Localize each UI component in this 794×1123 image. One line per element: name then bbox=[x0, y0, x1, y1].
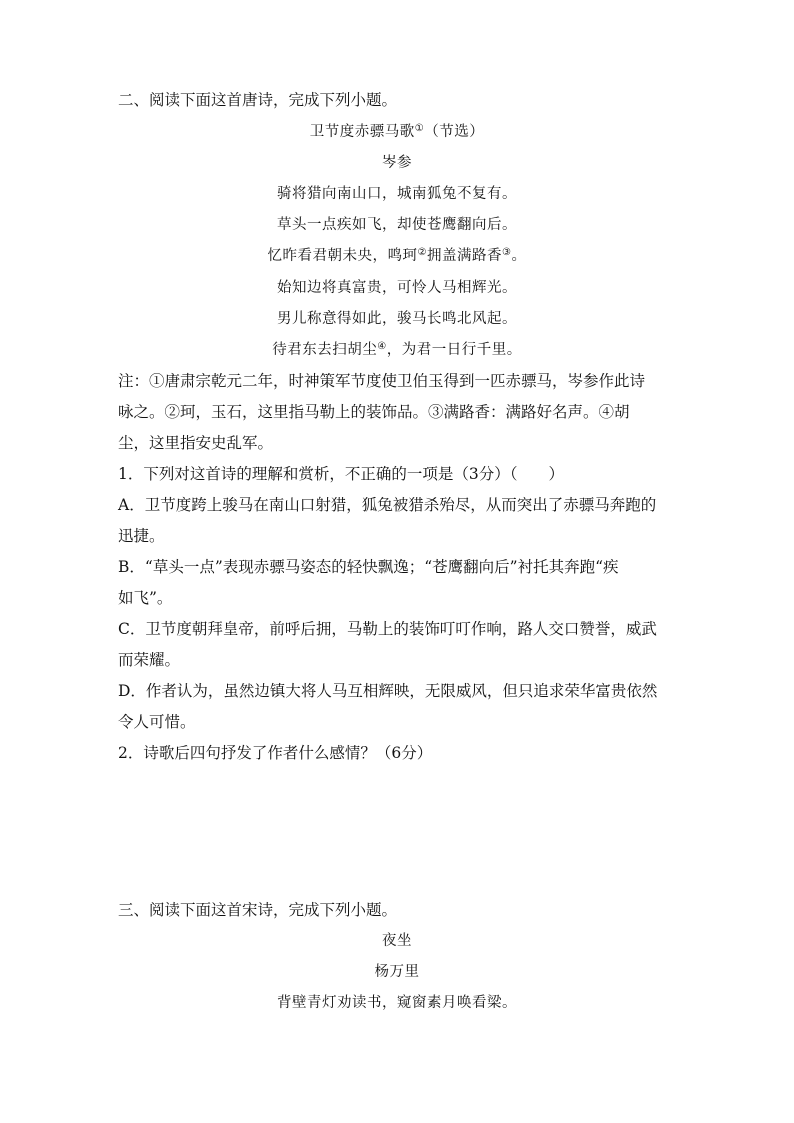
footnote-marker: ① bbox=[414, 123, 425, 134]
poem-line: 待君东去扫胡尘④，为君一日行千里。 bbox=[272, 341, 522, 358]
option-a-cont: 迅捷。 bbox=[118, 527, 165, 545]
poem-line: 男儿称意得如此，骏马长鸣北风起。 bbox=[277, 311, 517, 327]
question-1-stem: 1．下列对这首诗的理解和赏析，不正确的一项是（3分）（ ） bbox=[118, 465, 564, 483]
option-d-cont: 令人可惜。 bbox=[118, 713, 196, 731]
notes-line: 咏之。②珂，玉石，这里指马勒上的装饰品。③满路香：满路好名声。④胡 bbox=[118, 403, 630, 421]
option-a: A．卫节度跨上骏马在南山口射猎，狐兔被猎杀殆尽，从而突出了赤骠马奔跑的 bbox=[118, 496, 657, 514]
section2-heading: 二、阅读下面这首唐诗，完成下列小题。 bbox=[118, 91, 398, 109]
option-c: C．卫节度朝拜皇帝，前呼后拥，马勒上的装饰叮叮作响，路人交口赞誉，威武 bbox=[118, 620, 657, 638]
poem-line: 骑将猎向南山口，城南狐兔不复有。 bbox=[277, 186, 517, 202]
poem-line: 忆昨看君朝未央，鸣珂②拥盖满路香③。 bbox=[267, 247, 527, 264]
footnote-marker: ③ bbox=[502, 247, 512, 258]
poem-title: 夜坐 bbox=[382, 933, 412, 949]
poem-author: 岑参 bbox=[382, 155, 412, 171]
poem-line: 草头一点疾如飞，却使苍鹰翻向后。 bbox=[277, 217, 517, 233]
notes-line: 注：①唐肃宗乾元二年，时神策军节度使卫伯玉得到一匹赤骠马，岑参作此诗 bbox=[118, 372, 646, 390]
footnote-marker: ② bbox=[417, 247, 427, 258]
poem-line: 始知边将真富贵，可怜人马相辉光。 bbox=[277, 280, 517, 296]
option-d: D．作者认为，虽然边镇大将人马互相辉映，无限威风，但只追求荣华富贵依然 bbox=[118, 682, 658, 700]
question-2-stem: 2．诗歌后四句抒发了作者什么感情？（6分） bbox=[118, 744, 433, 762]
poem-title: 卫节度赤骠马歌①（节选） bbox=[309, 123, 485, 140]
poem-line: 背壁青灯劝读书，窥窗素月唤看梁。 bbox=[277, 995, 517, 1011]
poem-author: 杨万里 bbox=[374, 964, 420, 980]
section3-heading: 三、阅读下面这首宋诗，完成下列小题。 bbox=[118, 901, 398, 919]
option-b-cont: 如飞”。 bbox=[118, 589, 173, 607]
option-b: B．“草头一点”表现赤骠马姿态的轻快飘逸；“苍鹰翻向后”衬托其奔跑“疾 bbox=[118, 558, 619, 576]
footnote-marker: ④ bbox=[377, 341, 387, 352]
option-c-cont: 而荣耀。 bbox=[118, 651, 181, 669]
notes-line: 尘，这里指安史乱军。 bbox=[118, 434, 274, 452]
